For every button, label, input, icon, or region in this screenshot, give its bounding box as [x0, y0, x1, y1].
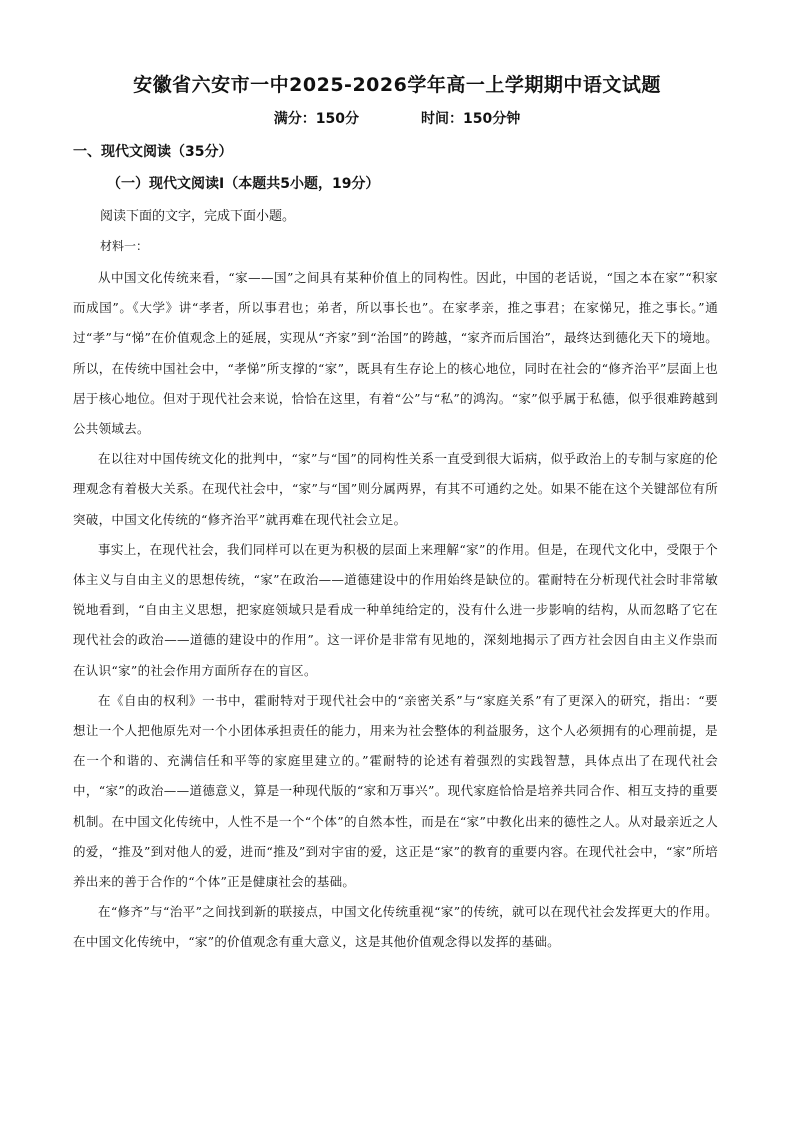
section-heading: 一、现代文阅读（35分）	[73, 144, 233, 160]
passage-paragraph: 在以往对中国传统文化的批判中，“家”与“国”的同构性关系一直受到很大诟病，似乎政治上的专制与家庭的伦理观念有着极大关系。在现代社会中，“家”与“国”则分属两界，有其不可通约之处。如果不能在这个关键部位有所突破，中国文化传统的“修齐治平”就再难在现代社会立足。	[73, 451, 718, 527]
passage-paragraph: 在《自由的权利》一书中，霍耐特对于现代社会中的“亲密关系”与“家庭关系”有了更深入的研究，指出：“要想让一个人把他原先对一个小团体承担责任的能力，用来为社会整体的利益服务，这个人必须拥有的心理前提，是在一个和谐的、充满信任和平等的家庭里建立的。”霍耐特的论述有着强烈的实践智慧，具体点出了在现代社会中，“家”的政治——道德意义，算是一种现代版的“家和万事兴”。现代家庭恰恰是培养共同合作、相互支持的重要机制。在中国文化传统中，人性不是一个“个体”的自然本性，而是在“家”中教化出来的德性之人。从对最亲近之人的爱，“推及”到对他人的爱，进而“推及”到对宇宙的爱，这正是“家”的教育的重要内容。在现代社会中，“家”所培养出来的善于合作的“个体”正是健康社会的基础。	[73, 692, 718, 890]
passage-paragraph: 在“修齐”与“治平”之间找到新的联接点，中国文化传统重视“家”的传统，就可以在现代社会发挥更大的作用。在中国文化传统中，“家”的价值观念有重大意义，这是其他价值观念得以发挥的基础。	[73, 904, 718, 950]
exam-meta	[0, 108, 794, 128]
full-score: 满分：150分	[273, 111, 359, 127]
subsection-heading: （一）现代文阅读Ⅰ（本题共5小题，19分）	[107, 176, 380, 192]
passage-paragraph: 从中国文化传统来看，“家——国”之间具有某种价值上的同构性。因此，中国的老话说，“国之本在家”“积家而成国”。《大学》讲“孝者，所以事君也；弟者，所以事长也”。在家孝亲，推之事君；在家悌兄，推之事长。”通过“孝”与“悌”在价值观念上的延展，实现从“齐家”到“治国”的跨越，“家齐而后国治”，最终达到德化天下的境地。所以，在传统中国社会中，“孝悌”所支撑的“家”，既具有生存论上的核心地位，同时在社会的“修齐治平”层面上也居于核心地位。但对于现代社会来说，恰恰在这里，有着“公”与“私”的鸿沟。“家”似乎属于私德，似乎很难跨越到公共领域去。	[73, 270, 718, 437]
document-title: 安徽省六安市一中2025-2026学年高一上学期期中语文试题	[133, 74, 661, 96]
reading-instruction: 阅读下面的文字，完成下面小题。	[100, 209, 296, 224]
passage-body	[73, 263, 718, 958]
exam-time: 时间：150分钟	[421, 111, 521, 127]
material-label: 材料一：	[100, 239, 149, 253]
passage-paragraph: 事实上，在现代社会，我们同样可以在更为积极的层面上来理解“家”的作用。但是，在现代文化中，受限于个体主义与自由主义的思想传统，“家”在政治——道德建设中的作用始终是缺位的。霍耐特在分析现代社会时非常敏锐地看到，“自由主义思想，把家庭领域只是看成一种单纯给定的，没有什么进一步影响的结构，从而忽略了它在现代社会的政治——道德的建设中的作用”。这一评价是非常有见地的，深刻地揭示了西方社会因自由主义作祟而在认识“家”的社会作用方面所存在的盲区。	[73, 541, 718, 678]
